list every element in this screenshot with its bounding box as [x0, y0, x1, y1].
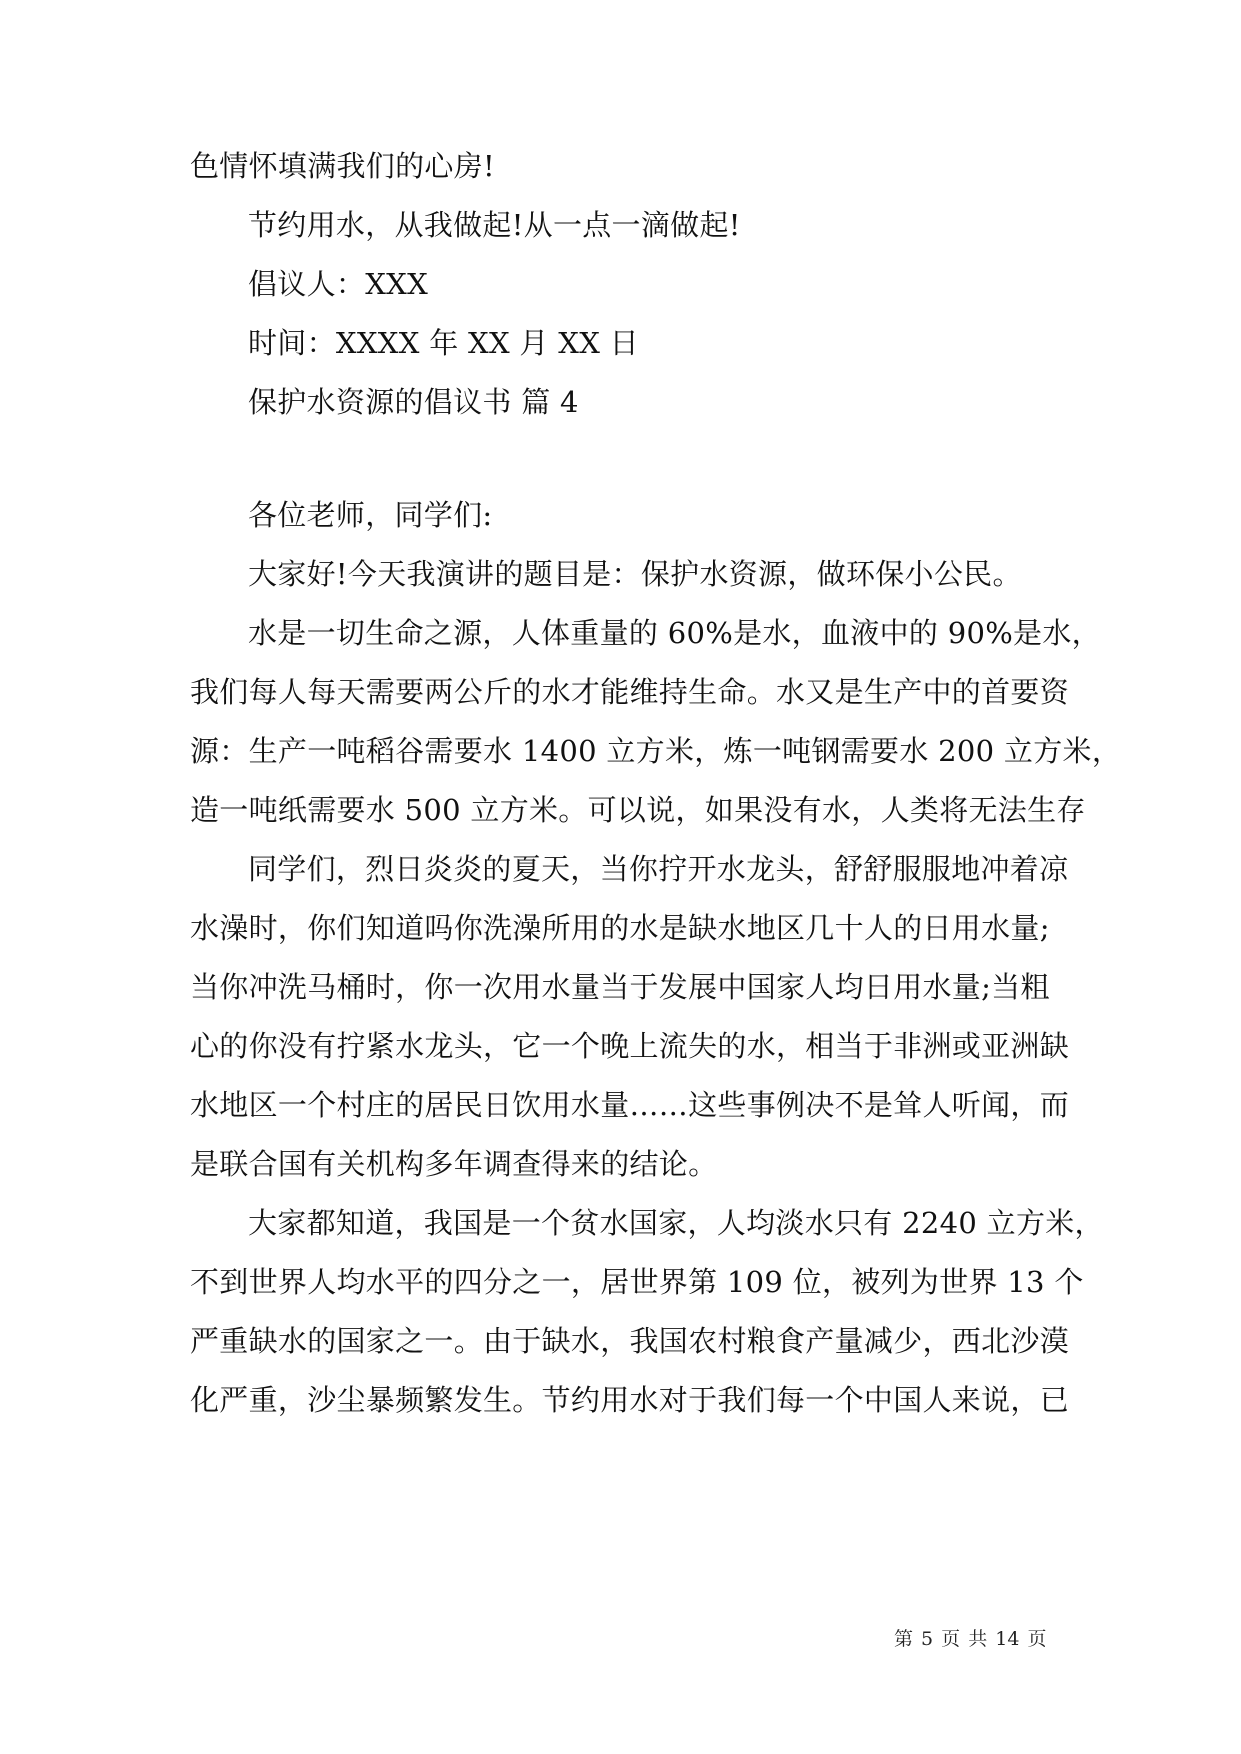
- text-line: 化严重，沙尘暴频繁发生。节约用水对于我们每一个中国人来说，已: [190, 1383, 1070, 1417]
- text-line: 源：生产一吨稻谷需要水 1400 立方米，炼一吨钢需要水 200 立方米，: [190, 734, 1122, 768]
- salutation-line: 各位老师，同学们:: [248, 498, 493, 532]
- page-number: 第 5 页 共 14 页: [894, 1628, 1047, 1650]
- text-line: 水地区一个村庄的居民日饮用水量……这些事例决不是耸人听闻，而: [190, 1088, 1070, 1122]
- text-line: 大家好!今天我演讲的题目是：保护水资源，做环保小公民。: [248, 557, 1022, 591]
- text-line: 不到世界人均水平的四分之一，居世界第 109 位，被列为世界 13 个: [190, 1265, 1084, 1299]
- text-line: 是联合国有关机构多年调查得来的结论。: [190, 1147, 718, 1181]
- text-line: 水澡时，你们知道吗你洗澡所用的水是缺水地区几十人的日用水量;: [190, 911, 1050, 945]
- text-line: 当你冲洗马桶时，你一次用水量当于发展中国家人均日用水量;当粗: [190, 970, 1050, 1004]
- date-line: 时间：XXXX 年 XX 月 XX 日: [248, 326, 639, 360]
- text-line: 同学们，烈日炎炎的夏天，当你拧开水龙头，舒舒服服地冲着凉: [248, 852, 1069, 886]
- text-line: 大家都知道，我国是一个贫水国家，人均淡水只有 2240 立方米，: [248, 1206, 1104, 1240]
- text-line: 严重缺水的国家之一。由于缺水，我国农村粮食产量减少，西北沙漠: [190, 1324, 1070, 1358]
- text-line: 我们每人每天需要两公斤的水才能维持生命。水又是生产中的首要资: [190, 675, 1070, 709]
- text-line: 节约用水，从我做起!从一点一滴做起!: [248, 208, 741, 242]
- text-line: 水是一切生命之源，人体重量的 60%是水，血液中的 90%是水，: [248, 616, 1101, 650]
- section-heading: 保护水资源的倡议书 篇 4: [248, 385, 579, 419]
- text-line: 心的你没有拧紧水龙头，它一个晚上流失的水，相当于非洲或亚洲缺: [190, 1029, 1070, 1063]
- text-line: 造一吨纸需要水 500 立方米。可以说，如果没有水，人类将无法生存: [190, 793, 1086, 827]
- signatory-line: 倡议人：XXX: [248, 267, 429, 301]
- text-line: 色情怀填满我们的心房!: [190, 149, 495, 183]
